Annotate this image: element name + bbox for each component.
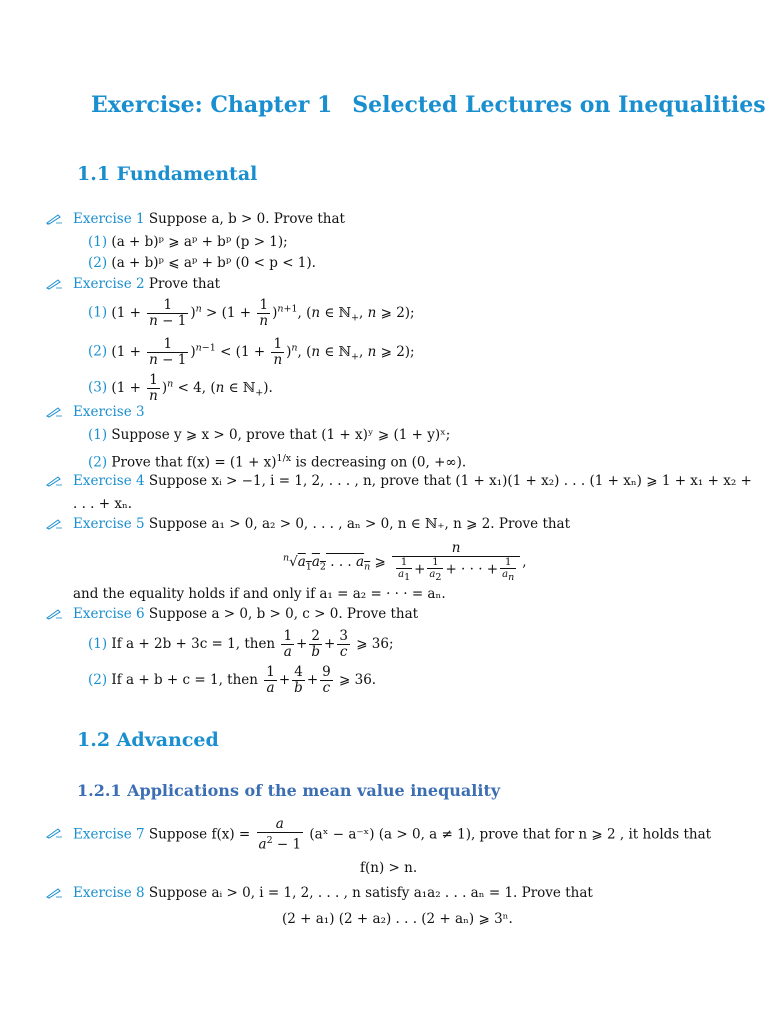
exercise-5-equality: and the equality holds if and only if a₁ = a₂ = · · · = aₙ. — [73, 586, 446, 602]
item-text-tail: is decreasing on (0, +∞). — [291, 454, 467, 471]
exercise-statement: Suppose aᵢ > 0, i = 1, 2, . . . , n satisfy a₁a₂ . . . aₙ = 1. Prove that — [148, 885, 593, 901]
exercise-3 — [73, 404, 145, 420]
title-chapter: Exercise: Chapter 1 — [91, 92, 333, 118]
item-label: (2) — [88, 454, 108, 471]
formula: $^n√a_1a_2$ . . . $a_n$ ⩾ n $\frac{1}{a_1}$ + $\frac{1}{a_2}$ + · · · + $\frac{1}{a_n}$ , — [283, 540, 527, 583]
exercise-2-item-2 — [88, 333, 415, 372]
formula: (1 + $\frac{1}{n}$ )$^n$ < 4, (n ∈ ℕ$_+$). — [111, 371, 273, 404]
formula: $\frac{a}{a^2 - 1}$ — [258, 816, 302, 853]
pencil-icon — [46, 827, 64, 839]
formula: $\frac{1}{a}$ + $\frac{4}{b}$ + $\frac{9}{c}$ — [266, 664, 331, 696]
exercise-label: Exercise 7 — [73, 826, 145, 843]
exercise-7 — [73, 817, 711, 853]
exercise-label: Exercise 5 — [73, 516, 145, 532]
exercise-label: Exercise 2 — [73, 276, 145, 292]
exercise-6-item-2 — [88, 665, 376, 696]
item-label: (3) — [88, 379, 108, 396]
exercise-4-continued: . . . + xₙ. — [73, 496, 133, 512]
item-label: (1) — [88, 304, 108, 321]
item-text: (a + b)ᵖ ⩽ aᵖ + bᵖ (0 < p < 1). — [111, 255, 316, 271]
exercise-statement: Suppose f(x) = — [148, 826, 251, 843]
pencil-icon — [46, 213, 64, 225]
item-text: If a + 2b + 3c = 1, then — [111, 636, 276, 652]
formula: $\frac{1}{a}$ + $\frac{2}{b}$ + $\frac{3}{c}$ — [283, 628, 348, 660]
exercise-1-item-1 — [88, 234, 288, 250]
item-text: Suppose y ⩾ x > 0, prove that (1 + x)ʸ ⩾ (1 + y)ˣ; — [111, 427, 451, 443]
item-text: Prove that f(x) = (1 + x) — [111, 454, 277, 471]
item-text: (a + b)ᵖ ⩾ aᵖ + bᵖ (p > 1); — [111, 234, 288, 250]
exercise-1 — [73, 211, 345, 227]
exercise-5 — [73, 516, 570, 532]
exercise-statement: Suppose a₁ > 0, a₂ > 0, . . . , aₙ > 0, n ∈ ℕ₊, n ⩾ 2. Prove that — [148, 516, 571, 532]
formula: (1 + $\frac{1}{n - 1}$ )$^{n-1}$ < (1 + $\frac{1}{n}$ )$^n$, (n ∈ ℕ$_+$, n ⩾ 2); — [111, 335, 415, 368]
item-label: (1) — [88, 234, 108, 250]
exercise-statement: Suppose xᵢ > −1, i = 1, 2, . . . , n, prove that (1 + x₁)(1 + x₂) . . . (1 + xₙ) ⩾ 1 + x₁ + x₂ + — [148, 473, 752, 489]
exercise-2-item-1 — [88, 294, 415, 333]
pencil-icon — [46, 518, 64, 530]
subsection-heading-mean-value: 1.2.1 Applications of the mean value inequality — [77, 781, 501, 800]
pencil-icon — [46, 278, 64, 290]
pencil-icon — [46, 406, 64, 418]
item-label: (1) — [88, 636, 108, 652]
section-heading-fundamental: 1.1 Fundamental — [77, 163, 258, 185]
exercise-2 — [73, 276, 220, 292]
exercise-4 — [73, 473, 752, 489]
exercise-3-item-2 — [88, 451, 466, 471]
exercise-statement: Suppose a, b > 0. Prove that — [148, 211, 345, 227]
exercise-label: Exercise 6 — [73, 606, 145, 622]
exercise-7-claim: f(n) > n. — [360, 860, 418, 876]
exercise-label: Exercise 8 — [73, 885, 145, 901]
item-label: (2) — [88, 343, 108, 360]
item-text-tail: ⩾ 36; — [356, 636, 394, 652]
exercise-6 — [73, 606, 418, 622]
item-label: (2) — [88, 255, 108, 271]
exercise-statement: Suppose a > 0, b > 0, c > 0. Prove that — [148, 606, 419, 622]
exercise-8 — [73, 885, 593, 901]
exercise-8-claim: (2 + a₁) (2 + a₂) . . . (2 + aₙ) ⩾ 3ⁿ. — [282, 911, 513, 927]
item-label: (1) — [88, 427, 108, 443]
exercise-label: Exercise 3 — [73, 404, 145, 420]
exercise-label: Exercise 1 — [73, 211, 145, 227]
exercise-2-item-3 — [88, 369, 273, 408]
exponent: 1/x — [276, 453, 292, 464]
exercise-3-item-1 — [88, 427, 450, 443]
exercise-statement-tail: (aˣ − a⁻ˣ) (a > 0, a ≠ 1), prove that for n ⩾ 2 , it holds that — [309, 826, 712, 843]
item-label: (2) — [88, 672, 108, 688]
exercise-statement: Prove that — [148, 276, 221, 292]
page-title — [91, 92, 766, 118]
pencil-icon — [46, 608, 64, 620]
item-text-tail: ⩾ 36. — [339, 672, 377, 688]
pencil-icon — [46, 475, 64, 487]
exercise-5-formula — [283, 540, 527, 585]
pencil-icon — [46, 887, 64, 899]
item-text: If a + b + c = 1, then — [111, 672, 258, 688]
formula: (1 + $\frac{1}{n - 1}$ )$^n$ > (1 + $\frac{1}{n}$ )$^{n+1}$, (n ∈ ℕ$_+$, n ⩾ 2); — [111, 296, 415, 329]
exercise-1-item-2 — [88, 255, 316, 271]
exercise-6-item-1 — [88, 629, 394, 660]
exercise-label: Exercise 4 — [73, 473, 145, 489]
title-book: Selected Lectures on Inequalities — [352, 92, 766, 118]
section-heading-advanced: 1.2 Advanced — [77, 729, 219, 751]
